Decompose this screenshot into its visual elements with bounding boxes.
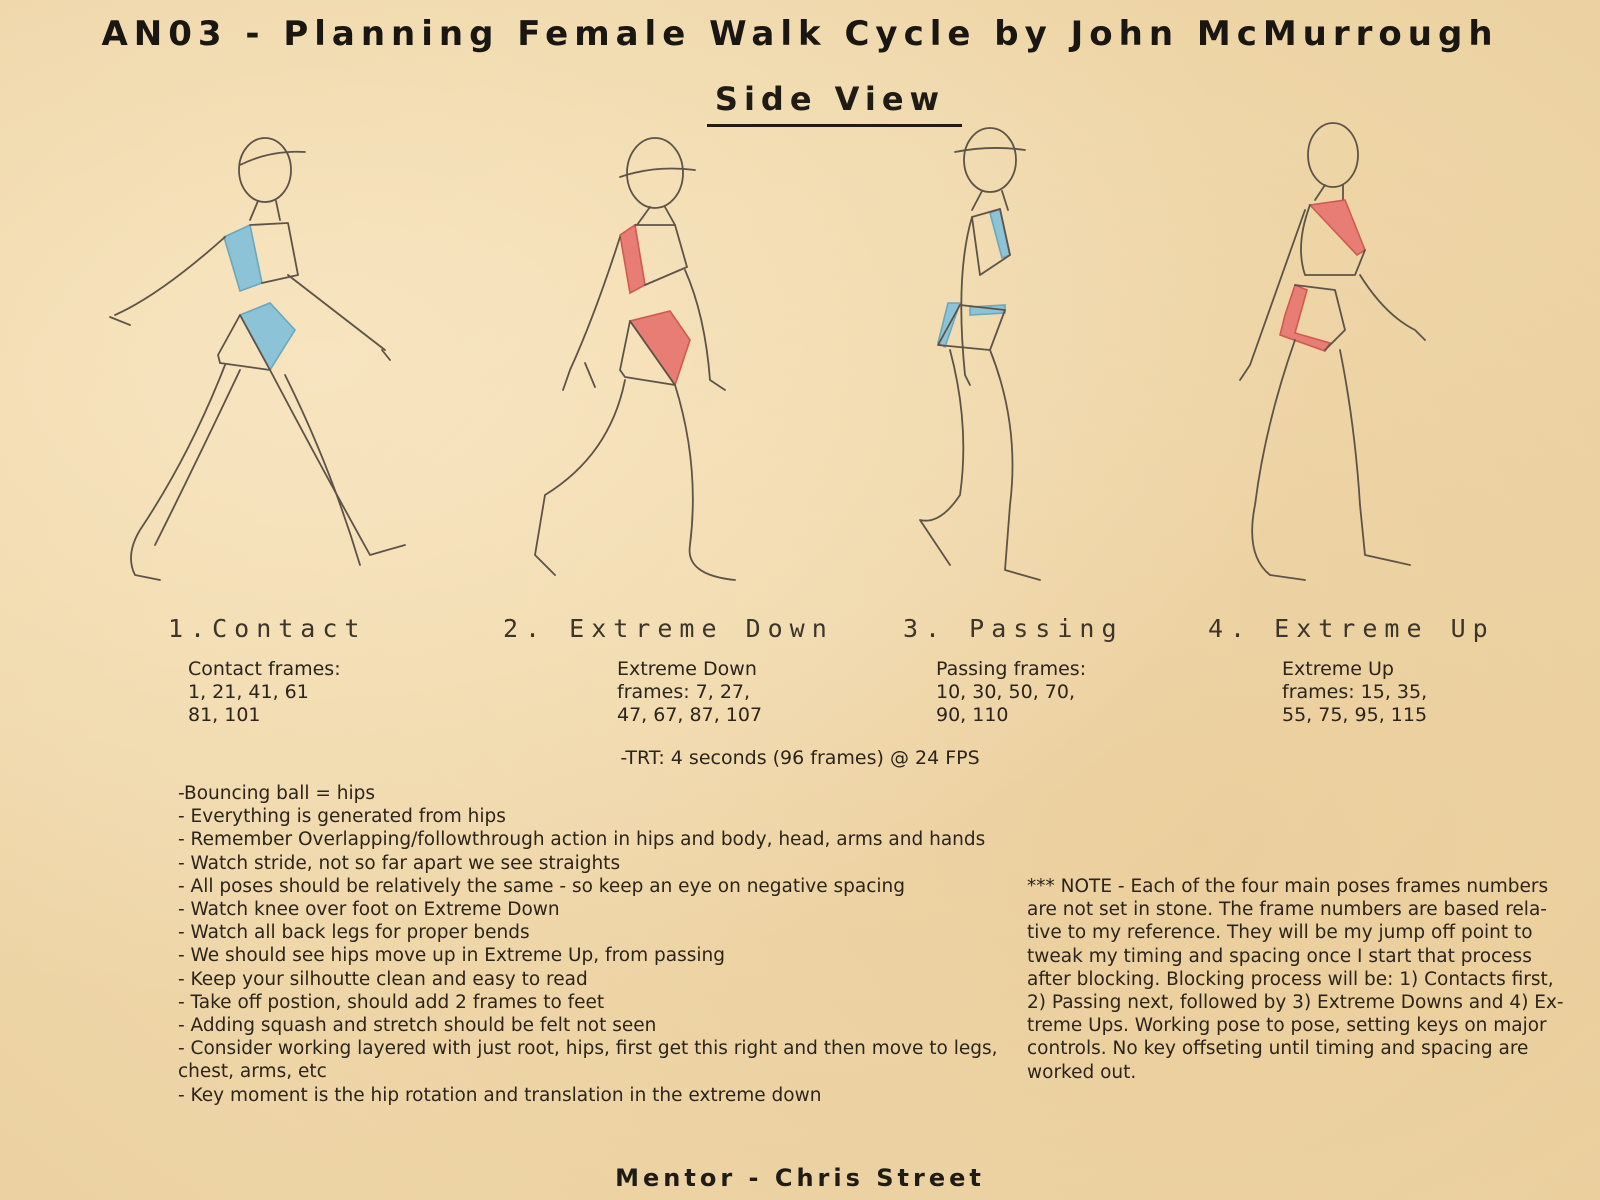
note-item: - Watch knee over foot on Extreme Down xyxy=(178,899,560,921)
note-item: - Consider working layered with just root, hips, first get this right and then move to legs, xyxy=(178,1038,998,1060)
note-item: - Take off postion, should add 2 frames to feet xyxy=(178,991,605,1013)
blocking-note: *** NOTE - Each of the four main poses frames numbers are not set in stone. The frame numbers are based rela- tive to my reference. They will be my jump off point to tweak my timing and spacing once I start that process after blocking. Blocking process will be: 1) Contacts first, 2) Passing next, followed by 3) Extreme Downs and 4) Ex- treme Ups. Working pose to pose, setting keys on major controls. No key offseting until timing and spacing are worked out. xyxy=(1027,876,1564,1083)
note-item: - Adding squash and stretch should be felt not seen xyxy=(178,1015,657,1037)
note-item: - All poses should be relatively the same - so keep an eye on negative spacing xyxy=(178,875,905,897)
frames-passing: Passing frames: 10, 30, 50, 70, 90, 110 xyxy=(936,658,1087,726)
pose-label-contact: 1.Contact xyxy=(168,614,367,643)
note-item: - Key moment is the hip rotation and translation in the extreme down xyxy=(178,1084,822,1106)
note-item: - Remember Overlapping/followthrough action in hips and body, head, arms and hands xyxy=(178,829,986,851)
note-item: - Watch all back legs for proper bends xyxy=(178,922,530,944)
pose-label-passing: 3. Passing xyxy=(903,614,1124,643)
extreme-down-pose-sketch xyxy=(525,125,765,609)
pose-label-extreme-up: 4. Extreme Up xyxy=(1208,614,1495,643)
note-item: -Bouncing ball = hips xyxy=(178,783,376,804)
trt-info: -TRT: 4 seconds (96 frames) @ 24 FPS xyxy=(620,747,980,769)
frames-extreme-up: Extreme Up frames: 15, 35, 55, 75, 95, 115 xyxy=(1282,658,1428,726)
pose-label-extreme-down: 2. Extreme Down xyxy=(503,614,834,643)
mentor-credit: Mentor - Chris Street xyxy=(615,1164,985,1192)
frames-contact: Contact frames: 1, 21, 41, 61 81, 101 xyxy=(188,658,341,726)
note-item: chest, arms, etc xyxy=(178,1061,327,1083)
passing-pose-sketch xyxy=(910,125,1110,609)
section-subtitle: Side View xyxy=(714,80,946,118)
note-item: - Keep your silhoutte clean and easy to read xyxy=(178,968,588,990)
frames-extreme-down: Extreme Down frames: 7, 27, 47, 67, 87, 107 xyxy=(617,658,763,726)
note-item: - Everything is generated from hips xyxy=(178,806,506,828)
note-item: - We should see hips move up in Extreme Up, from passing xyxy=(178,945,725,967)
page-title: AN03 - Planning Female Walk Cycle by John McMurrough xyxy=(101,14,1499,54)
contact-pose-sketch xyxy=(100,125,430,609)
extreme-up-pose-sketch xyxy=(1225,125,1455,609)
note-item: - Watch stride, not so far apart we see straights xyxy=(178,852,621,874)
notes-list xyxy=(178,782,1038,1107)
